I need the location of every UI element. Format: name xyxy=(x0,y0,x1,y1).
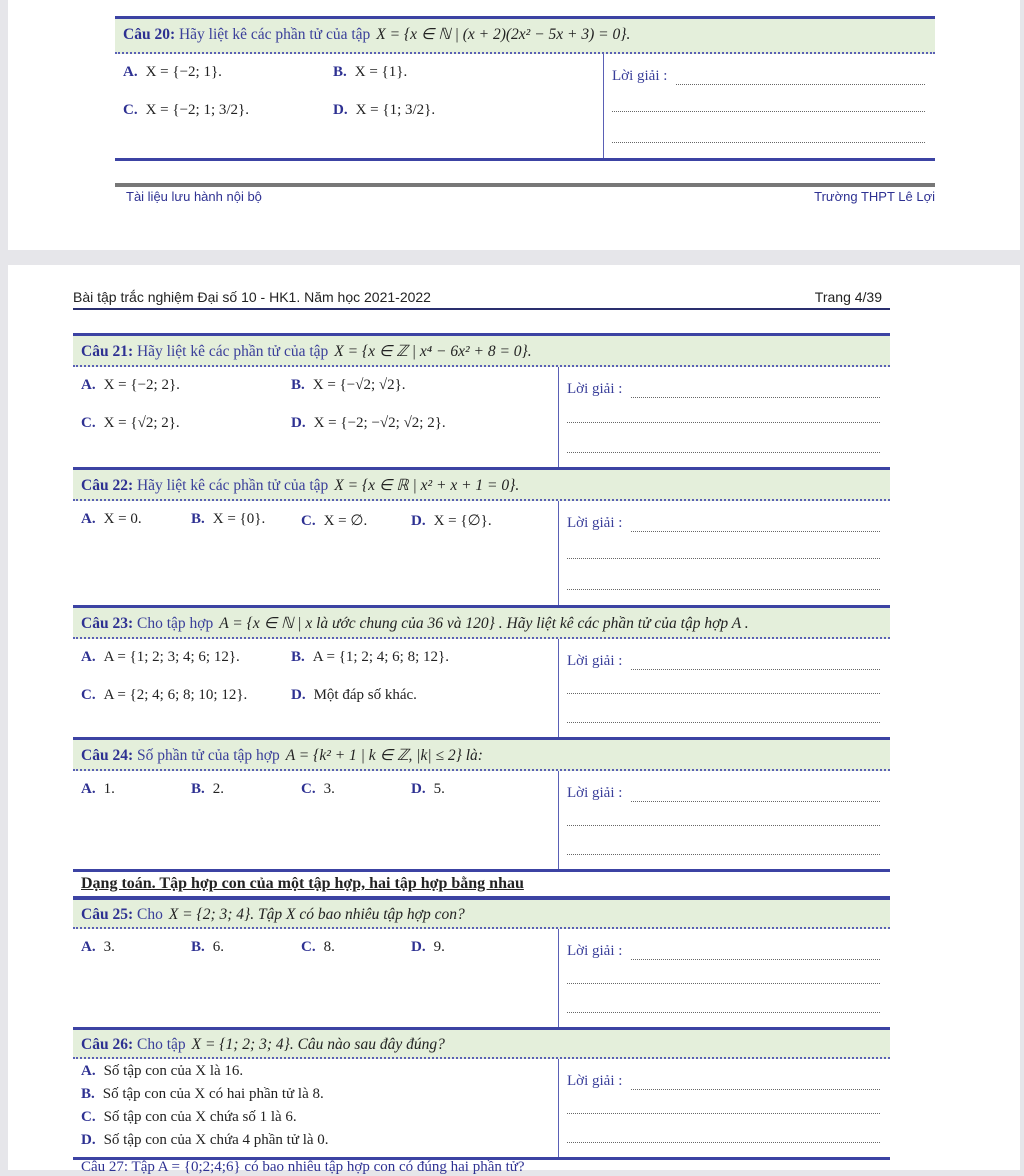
option-letter: C. xyxy=(81,1109,96,1125)
option-a[interactable] xyxy=(81,939,115,956)
solution-area[interactable] xyxy=(558,501,890,605)
option-letter: B. xyxy=(81,1086,95,1102)
question-text: Số phần tử của tập hợp xyxy=(136,747,280,764)
question-stem xyxy=(73,737,890,771)
question-label: Câu 26: xyxy=(81,1036,134,1053)
solution-area[interactable] xyxy=(558,367,890,467)
answer-line xyxy=(567,558,880,559)
answer-line xyxy=(612,111,925,112)
answer-line xyxy=(567,1113,880,1114)
question-22 xyxy=(73,467,890,605)
option-text: Số tập con của X chứa số 1 là 6. xyxy=(103,1109,297,1125)
question-text: Hãy liệt kê các phần tử của tập xyxy=(178,26,371,43)
page-header-title: Bài tập trắc nghiệm Đại số 10 - HK1. Năm học 2021-2022 xyxy=(73,289,431,305)
answer-line xyxy=(631,959,880,960)
option-letter: B. xyxy=(291,649,305,665)
option-text: Một đáp số khác. xyxy=(313,687,417,703)
option-text: A = {1; 2; 3; 4; 6; 12}. xyxy=(103,649,240,665)
option-a[interactable] xyxy=(81,781,115,798)
answer-line xyxy=(631,397,880,398)
option-text: X = {−√2; √2}. xyxy=(312,377,406,393)
option-text: 5. xyxy=(433,781,445,797)
question-25 xyxy=(73,897,890,1027)
answer-line xyxy=(631,669,880,670)
option-c[interactable] xyxy=(123,102,249,119)
question-stem xyxy=(115,16,935,54)
option-d[interactable] xyxy=(411,781,445,798)
question-stem xyxy=(73,467,890,501)
question-text: Hãy liệt kê các phần tử của tập xyxy=(136,343,329,360)
option-text: 3. xyxy=(103,939,115,955)
option-text: X = {∅}. xyxy=(433,513,492,529)
option-text: 8. xyxy=(323,939,335,955)
question-21 xyxy=(73,333,890,467)
option-text: 9. xyxy=(433,939,445,955)
option-d[interactable] xyxy=(291,687,417,704)
option-letter: C. xyxy=(301,513,316,529)
option-letter: C. xyxy=(81,415,96,431)
solution-area[interactable] xyxy=(558,771,890,869)
solution-area[interactable] xyxy=(558,929,890,1027)
option-d[interactable] xyxy=(411,511,492,530)
answer-line xyxy=(567,1142,880,1143)
question-label: Câu 22: xyxy=(81,477,134,494)
option-text: X = ∅. xyxy=(323,513,368,529)
question-divider xyxy=(115,158,935,161)
option-c[interactable] xyxy=(81,1109,297,1126)
question-24 xyxy=(73,737,890,869)
question-math: A = {k² + 1 | k ∈ ℤ, |k| ≤ 2} là: xyxy=(285,747,483,764)
question-label: Câu 25: xyxy=(81,906,134,923)
option-letter: B. xyxy=(191,511,205,527)
question-label: Câu 23: xyxy=(81,615,134,632)
question-text: Cho xyxy=(136,906,163,923)
option-text: X = {−2; 1; 3/2}. xyxy=(145,102,249,118)
question-text: Hãy liệt kê các phần tử của tập xyxy=(136,477,329,494)
question-stem xyxy=(73,1027,890,1059)
question-label: Câu 24: xyxy=(81,747,134,764)
answer-line xyxy=(631,1089,880,1090)
answer-line xyxy=(676,84,925,85)
option-letter: B. xyxy=(291,377,305,393)
answer-line xyxy=(631,531,880,532)
page-1 xyxy=(8,0,1020,250)
option-letter: D. xyxy=(411,513,426,529)
option-letter: B. xyxy=(333,64,347,80)
option-c[interactable] xyxy=(301,939,335,956)
answer-line xyxy=(567,983,880,984)
answer-line xyxy=(567,693,880,694)
option-letter: D. xyxy=(291,687,306,703)
question-math: X = {x ∈ ℝ | x² + x + 1 = 0}. xyxy=(334,477,520,494)
question-stem xyxy=(73,897,890,929)
question-label: Câu 20: xyxy=(123,26,176,43)
question-label: Câu 21: xyxy=(81,343,134,360)
question-math: A = {x ∈ ℕ | x là ước chung của 36 và 120} . Hãy liệt kê các phần tử của tập hợp A . xyxy=(219,615,749,632)
option-text: Số tập con của X có hai phần tử là 8. xyxy=(102,1086,324,1102)
question-math: X = {1; 2; 3; 4}. Câu nào sau đây đúng? xyxy=(191,1036,445,1053)
question-stem xyxy=(73,333,890,367)
option-letter: A. xyxy=(81,511,96,527)
answer-line xyxy=(567,854,880,855)
answer-line xyxy=(612,142,925,143)
option-text: X = 0. xyxy=(103,511,142,527)
option-letter: A. xyxy=(81,781,96,797)
option-letter: A. xyxy=(123,64,138,80)
option-a[interactable] xyxy=(81,511,142,528)
option-letter: C. xyxy=(301,781,316,797)
option-text: X = {1; 3/2}. xyxy=(355,102,436,118)
solution-label: Lời giải : xyxy=(567,785,623,801)
option-letter: D. xyxy=(411,781,426,797)
option-b[interactable] xyxy=(333,64,407,81)
option-text: A = {2; 4; 6; 8; 10; 12}. xyxy=(103,687,248,703)
solution-label: Lời giải : xyxy=(567,653,623,669)
option-letter: D. xyxy=(333,102,348,118)
solution-label: Lời giải : xyxy=(612,68,668,84)
option-b[interactable] xyxy=(291,377,406,394)
option-c[interactable] xyxy=(81,687,247,704)
option-b[interactable] xyxy=(191,781,224,798)
option-letter: B. xyxy=(191,939,205,955)
option-c[interactable] xyxy=(81,415,180,432)
option-a[interactable] xyxy=(81,649,240,666)
solution-label: Lời giải : xyxy=(567,1073,623,1089)
question-26 xyxy=(73,1027,890,1157)
question-text: Cho tập hợp xyxy=(136,615,214,632)
question-divider xyxy=(73,869,890,872)
footer-left: Tài liệu lưu hành nội bộ xyxy=(126,189,262,204)
option-text: Số tập con của X chứa 4 phần tử là 0. xyxy=(103,1132,329,1148)
header-divider xyxy=(73,308,890,310)
answer-line xyxy=(567,1012,880,1013)
page-2 xyxy=(8,265,1020,1175)
option-a[interactable] xyxy=(81,377,180,394)
option-letter: A. xyxy=(81,377,96,393)
footer-right: Trường THPT Lê Lợi xyxy=(814,189,935,204)
option-letter: A. xyxy=(81,1063,96,1079)
option-text: X = {1}. xyxy=(354,64,408,80)
question-text: Cho tập xyxy=(136,1036,186,1053)
solution-label: Lời giải : xyxy=(567,515,623,531)
option-b[interactable] xyxy=(191,939,224,956)
solution-label: Lời giải : xyxy=(567,381,623,397)
option-letter: D. xyxy=(81,1132,96,1148)
option-letter: C. xyxy=(123,102,138,118)
option-a[interactable] xyxy=(123,64,222,81)
solution-area[interactable] xyxy=(558,639,890,737)
option-letter: A. xyxy=(81,939,96,955)
option-b[interactable] xyxy=(81,1086,324,1103)
option-d[interactable] xyxy=(291,415,446,432)
option-b[interactable] xyxy=(191,511,265,528)
option-text: X = {−2; 2}. xyxy=(103,377,180,393)
option-letter: C. xyxy=(301,939,316,955)
question-divider xyxy=(73,1157,890,1160)
answer-line xyxy=(567,422,880,423)
option-d[interactable] xyxy=(81,1132,329,1149)
question-math: X = {2; 3; 4}. Tập X có bao nhiêu tập hợp con? xyxy=(168,906,465,923)
option-letter: C. xyxy=(81,687,96,703)
option-text: 2. xyxy=(212,781,225,797)
option-text: Số tập con của X là 16. xyxy=(103,1063,244,1079)
solution-label: Lời giải : xyxy=(567,943,623,959)
option-text: 1. xyxy=(103,781,115,797)
option-text: X = {√2; 2}. xyxy=(103,415,180,431)
section-title: Dạng toán. Tập hợp con của một tập hợp, hai tập hợp bằng nhau xyxy=(81,875,524,892)
option-letter: D. xyxy=(411,939,426,955)
option-text: 6. xyxy=(212,939,225,955)
question-math: X = {x ∈ ℤ | x⁴ − 6x² + 8 = 0}. xyxy=(334,343,532,360)
option-text: X = {0}. xyxy=(212,511,266,527)
option-letter: A. xyxy=(81,649,96,665)
question-23 xyxy=(73,605,890,737)
cutoff-question: Câu 27: Tập A = {0;2;4;6} có bao nhiêu tập hợp con có đúng hai phần tử? xyxy=(81,1159,525,1175)
option-a[interactable] xyxy=(81,1063,243,1080)
answer-line xyxy=(567,825,880,826)
solution-area[interactable] xyxy=(558,1059,890,1157)
option-c[interactable] xyxy=(301,781,335,798)
option-letter: B. xyxy=(191,781,205,797)
option-d[interactable] xyxy=(411,939,445,956)
solution-area[interactable] xyxy=(603,54,935,158)
question-20 xyxy=(115,16,935,158)
option-text: 3. xyxy=(323,781,335,797)
answer-line xyxy=(631,801,880,802)
footer-divider xyxy=(115,183,935,187)
page-number: Trang 4/39 xyxy=(814,289,882,305)
answer-line xyxy=(567,452,880,453)
option-letter: D. xyxy=(291,415,306,431)
option-b[interactable] xyxy=(291,649,449,666)
option-d[interactable] xyxy=(333,102,435,119)
question-math: X = {x ∈ ℕ | (x + 2)(2x² − 5x + 3) = 0}. xyxy=(376,26,631,43)
question-stem xyxy=(73,605,890,639)
option-text: X = {−2; −√2; √2; 2}. xyxy=(313,415,446,431)
answer-line xyxy=(567,589,880,590)
option-c[interactable] xyxy=(301,511,367,530)
answer-line xyxy=(567,722,880,723)
option-text: A = {1; 2; 4; 6; 8; 12}. xyxy=(312,649,449,665)
option-text: X = {−2; 1}. xyxy=(145,64,222,80)
